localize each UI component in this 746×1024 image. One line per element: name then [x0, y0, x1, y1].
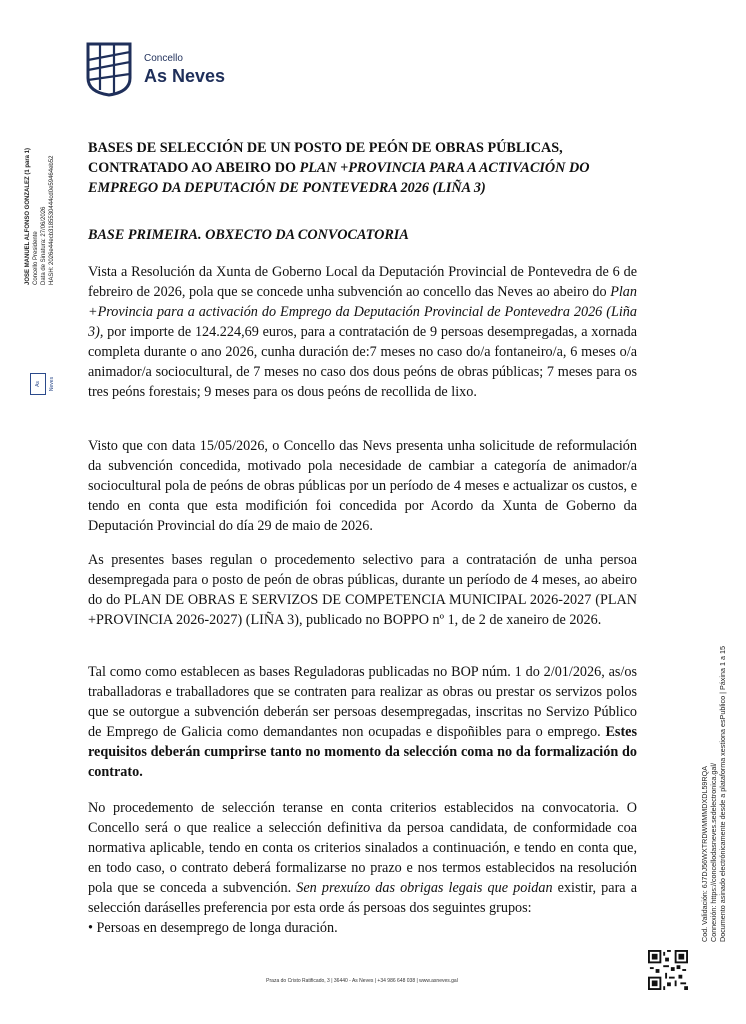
- signature-hash: HASH: 2026e44ecb3185530444cd0e59464eb52: [49, 155, 55, 285]
- paragraph-2: [88, 436, 637, 536]
- p5-text-a: No procedemento de selección teranse en conta criterios establecidos na convocatoria. O Concello será o que realice a selección definitiva da persoa candidata, de conformidade coa normativa aplicable, tendo en conta os criterios sinalados a continuación, e tendo en conta que, en todo caso, o contrato deberá formalizarse no prazo e nos termos establecidos na resolución pola que se conceda a subvención.: [88, 800, 637, 896]
- section-heading: BASE PRIMEIRA. OBXECTO DA CONVOCATORIA: [88, 227, 409, 243]
- signature-text: [24, 148, 56, 285]
- p4-text-a: Tal como como establecen as bases Reguladoras publicadas no BOP núm. 1 do 2/01/2026, as/os traballadoras e traballadores que se contraten para realizar as obras ou prestar os servizos polos que se outorgue a subvención deberán ser persoas desempregadas, inscritas no Servizo Público de Emprego de Galicia como demandantes non ocupadas e dispoñibles para o emprego.: [88, 664, 637, 740]
- logo-big-text: As Neves: [144, 66, 226, 86]
- p1-text-b: Plan +Provincia para a activación do Emprego da Deputación Provincial de Pontevedra 2026 (Liña 3),: [88, 284, 637, 340]
- paragraph-1: [88, 262, 637, 402]
- p4-text-b: Estes requisitos deberán cumprirse tanto no momento da selección coma no da formalización do contrato.: [88, 724, 637, 780]
- paragraph-5: [88, 798, 637, 938]
- title-line-1: BASES DE SELECCIÓN DE UN POSTO DE PEÓN DE OBRAS PÚBLICAS,: [88, 140, 563, 156]
- p3-text: As presentes bases regulan o procedemento selectivo para a contratación de unha persoa desempregada para o posto de peón de obras públicas, durante un período de 4 meses, ao abeiro do do PLAN DE OBRAS E SERVIZOS DE COMPETENCIA MUNICIPAL 2026-2027 (PLAN +PROVINCIA 2026-2027) (LIÑA 3), publicado no BOPPO nº 1, de 2 de xaneiro de 2026.: [88, 552, 637, 628]
- document-title: [88, 138, 637, 198]
- validation-strip: [700, 612, 746, 942]
- signature-date: Data de Sinatura: 27/06/2026: [41, 206, 47, 285]
- paragraph-4: [88, 662, 637, 782]
- p1-text-a: Vista a Resolución da Xunta de Goberno Local da Deputación Provincial de Pontevedra de 6 de febreiro de 2026, pola que se concede unha subvención ao concello das Neves ao abeiro do: [88, 264, 637, 300]
- title-line-2: [88, 158, 637, 178]
- bullet-item: • Persoas en desemprego de longa duración.: [88, 920, 338, 936]
- signer-name: JOSE MANUEL ALFONSO GONZALEZ (1 para 1): [25, 147, 31, 285]
- p1-text-c: por importe de 124.224,69 euros, para a contratación de 9 persoas desempregadas, a xornada completa durante o ano 2026, cunha duración de:7 meses no caso do/a fontaneiro/a, 6 meses o/a animador/a sociocultural, de 7 meses no caso dos dous peóns de obras públicas; 7 meses para os tres peóns forestais; 9 meses para os dous peóns de recollida de lixo.: [88, 324, 637, 400]
- logo-small-text: Concello: [144, 53, 183, 64]
- as-neves-emblem-icon: [86, 40, 132, 96]
- validation-code: Cod. Validación: 6J7DJ56WXTRDWMMMDXDL59RQA: [700, 765, 709, 942]
- validation-note: Documento asinado electrónicamente desde a plataforma xestiona esPublico | Páxina 1 a 15: [718, 646, 727, 942]
- title-line-2a: CONTRATADO AO ABEIRO DO: [88, 160, 300, 176]
- concello-logo: [86, 40, 246, 96]
- page-footer: Praza do Cristo Ratificado, 3 | 36440 - As Neves | +34 986 648 038 | www.asneves.gal: [266, 978, 458, 984]
- title-line-3: EMPREGO DA DEPUTACIÓN DE PONTEVEDRA 2026 (LIÑA 3): [88, 180, 486, 196]
- signer-role: Concello Presidente: [33, 231, 39, 285]
- p5-text-b: Sen prexuízo das obrigas legais que poidan: [296, 880, 553, 896]
- qr-code-icon: [648, 950, 688, 990]
- validation-url[interactable]: Connexión: https://concellodasneves.sedelectronica.gal/: [709, 763, 718, 942]
- paragraph-3: [88, 550, 637, 630]
- signature-strip: [22, 35, 66, 395]
- p5-text-c: existir, para a selección daráselles preferencia por esta orde ás persoas dos seguintes grupos:: [88, 880, 637, 916]
- title-line-2b: PLAN +PROVINCIA PARA A ACTIVACIÓN DO: [299, 160, 590, 176]
- concello-seal: As Neves: [30, 373, 46, 395]
- p2-text: Visto que con data 15/05/2026, o Concello das Nevs presenta unha solicitude de reformulación da subvención concedida, motivado pola necesidade de cambiar a categoría de animador/a sociocultural pola de peóns de obras públicas por un período de 4 meses e actualizar os custos, e tendo en conta que esta modifición foi concedida por Acordo da Xunta de Goberno da Deputación Provincial do día 29 de maio de 2026.: [88, 438, 637, 534]
